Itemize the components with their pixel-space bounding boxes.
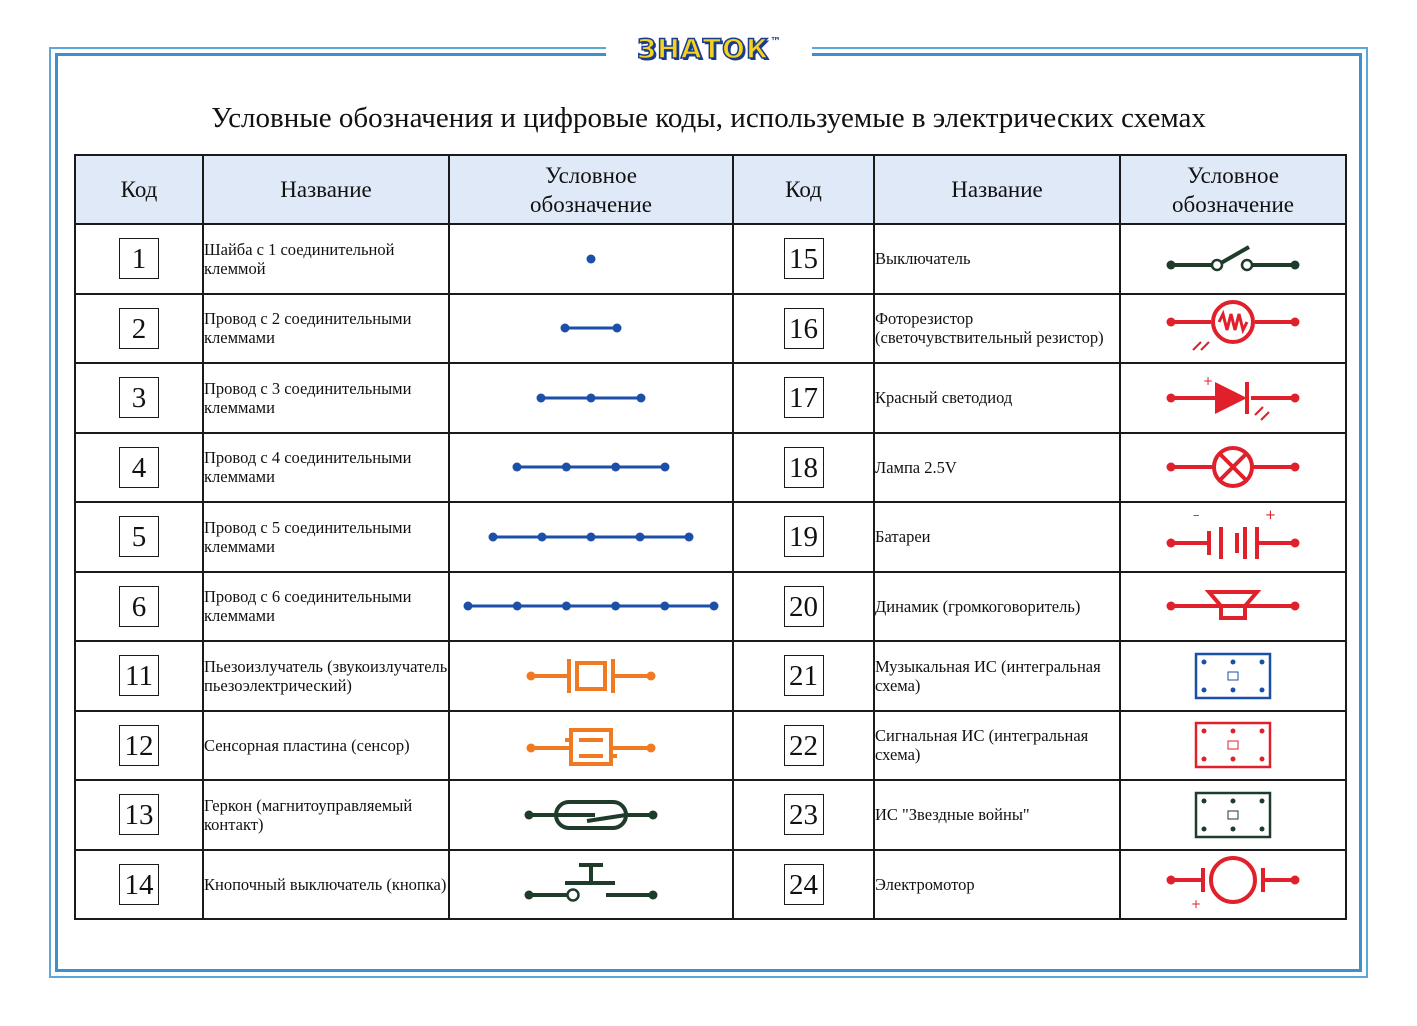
table-header-row (75, 155, 1346, 224)
code-cell (75, 224, 203, 294)
code-cell (75, 433, 203, 503)
star-wars-ic-icon (1121, 790, 1345, 840)
table-row (75, 572, 1346, 642)
component-code: 23 (784, 794, 824, 835)
code-cell (733, 294, 874, 364)
music-ic-icon (1121, 651, 1345, 701)
component-code: 11 (119, 655, 159, 696)
component-name: Кнопочный выключатель (кнопка) (203, 850, 449, 920)
brand-logo-text: ЗНАТОК (636, 33, 770, 65)
symbol-cell (1120, 850, 1346, 920)
speaker-icon (1121, 586, 1345, 626)
table-row (75, 294, 1346, 364)
alarm-ic-icon (1121, 720, 1345, 770)
component-code: 4 (119, 447, 159, 488)
component-code: 16 (784, 308, 824, 349)
symbol-cell (449, 711, 733, 781)
component-name: Провод с 2 соединительными клеммами (203, 294, 449, 364)
symbol-cell (449, 502, 733, 572)
component-code: 13 (119, 794, 159, 835)
code-cell (75, 780, 203, 850)
code-cell (75, 850, 203, 920)
sensor-icon (450, 720, 732, 770)
symbol-cell (449, 294, 733, 364)
wire-2-icon (450, 318, 732, 338)
component-name: Выключатель (874, 224, 1120, 294)
code-cell (75, 363, 203, 433)
component-name: Батареи (874, 502, 1120, 572)
svg-text:+: + (1265, 508, 1276, 523)
table-row (75, 433, 1346, 503)
component-name: Электромотор (874, 850, 1120, 920)
header-symbol-line1: Условное (545, 162, 637, 188)
header-code-right: Код (733, 155, 874, 224)
component-code: 20 (784, 586, 824, 627)
switch-icon (1121, 239, 1345, 279)
component-name: ИС "Звездные войны" (874, 780, 1120, 850)
component-code: 19 (784, 516, 824, 557)
code-cell (733, 850, 874, 920)
code-cell (733, 224, 874, 294)
code-cell (733, 433, 874, 503)
symbol-cell (1120, 224, 1346, 294)
led-icon (1121, 373, 1345, 423)
code-cell (75, 572, 203, 642)
lamp-icon (1121, 443, 1345, 491)
component-name: Сигнальная ИС (интегральная схема) (874, 711, 1120, 781)
symbol-cell (1120, 572, 1346, 642)
component-code: 15 (784, 238, 824, 279)
table-row (75, 363, 1346, 433)
symbol-cell (1120, 780, 1346, 850)
dot-icon (450, 249, 732, 269)
code-cell (733, 572, 874, 642)
wire-5-icon (450, 527, 732, 547)
component-code: 2 (119, 308, 159, 349)
brand-logo (606, 33, 812, 65)
reed-switch-icon (450, 795, 732, 835)
component-code: 17 (784, 377, 824, 418)
component-name: Геркон (магнитоуправляемый контакт) (203, 780, 449, 850)
header-name-left: Название (203, 155, 449, 224)
code-cell (75, 711, 203, 781)
symbol-cell (1120, 641, 1346, 711)
component-code: 14 (119, 864, 159, 905)
svg-text:+: + (1191, 897, 1202, 912)
component-name: Провод с 3 соединительными клеммами (203, 363, 449, 433)
push-button-icon (450, 859, 732, 909)
component-name: Красный светодиод (874, 363, 1120, 433)
table-row (75, 780, 1346, 850)
code-cell (733, 502, 874, 572)
symbol-cell (449, 433, 733, 503)
wire-4-icon (450, 457, 732, 477)
component-name: Сенсорная пластина (сенсор) (203, 711, 449, 781)
svg-text:+: + (1203, 373, 1214, 388)
component-name: Динамик (громкоговоритель) (874, 572, 1120, 642)
header-symbol-line1: Условное (1187, 162, 1279, 188)
component-code: 1 (119, 238, 159, 279)
symbol-cell (1120, 711, 1346, 781)
code-cell (733, 711, 874, 781)
header-code-left: Код (75, 155, 203, 224)
table-body (75, 224, 1346, 919)
component-name: Провод с 6 соединительными клеммами (203, 572, 449, 642)
symbol-cell (449, 780, 733, 850)
motor-icon (1121, 856, 1345, 912)
symbol-cell (1120, 363, 1346, 433)
component-name: Шайба с 1 соединительной клеммой (203, 224, 449, 294)
table-row (75, 850, 1346, 920)
component-code: 18 (784, 447, 824, 488)
component-name: Провод с 5 соединительными клеммами (203, 502, 449, 572)
header-symbol-line2: обозначение (1172, 191, 1294, 217)
header-symbol-left (449, 155, 733, 224)
symbol-cell (1120, 502, 1346, 572)
wire-6-icon (450, 596, 732, 616)
header-symbol-line2: обозначение (530, 191, 652, 217)
component-name: Пьезоизлучатель (звукоизлучатель пьезоэлектрический) (203, 641, 449, 711)
symbol-cell (449, 850, 733, 920)
symbol-cell (449, 363, 733, 433)
piezo-icon (450, 651, 732, 701)
component-code: 22 (784, 725, 824, 766)
table-row (75, 502, 1346, 572)
code-cell (733, 363, 874, 433)
component-code: 6 (119, 586, 159, 627)
page-title: Условные обозначения и цифровые коды, используемые в электрических схемах (211, 102, 1206, 134)
component-code: 12 (119, 725, 159, 766)
component-name: Провод с 4 соединительными клеммами (203, 433, 449, 503)
wire-3-icon (450, 388, 732, 408)
photoresistor-icon (1121, 300, 1345, 356)
symbol-cell (449, 572, 733, 642)
code-cell (733, 641, 874, 711)
symbol-cell (449, 224, 733, 294)
component-code: 21 (784, 655, 824, 696)
code-cell (75, 294, 203, 364)
table-row (75, 641, 1346, 711)
code-cell (733, 780, 874, 850)
component-name: Музыкальная ИС (интегральная схема) (874, 641, 1120, 711)
table-row (75, 711, 1346, 781)
component-code: 3 (119, 377, 159, 418)
symbols-table (74, 154, 1347, 920)
table-row (75, 224, 1346, 294)
code-cell (75, 502, 203, 572)
header-symbol-right (1120, 155, 1346, 224)
component-name: Фоторезистор (светочувствительный резистор) (874, 294, 1120, 364)
battery-icon (1121, 509, 1345, 565)
trademark-mark: ™ (770, 35, 782, 48)
component-code: 24 (784, 864, 824, 905)
component-code: 5 (119, 516, 159, 557)
component-name: Лампа 2.5V (874, 433, 1120, 503)
symbol-cell (449, 641, 733, 711)
symbol-cell (1120, 433, 1346, 503)
header-name-right: Название (874, 155, 1120, 224)
symbol-cell (1120, 294, 1346, 364)
svg-text:–: – (1193, 508, 1200, 523)
code-cell (75, 641, 203, 711)
